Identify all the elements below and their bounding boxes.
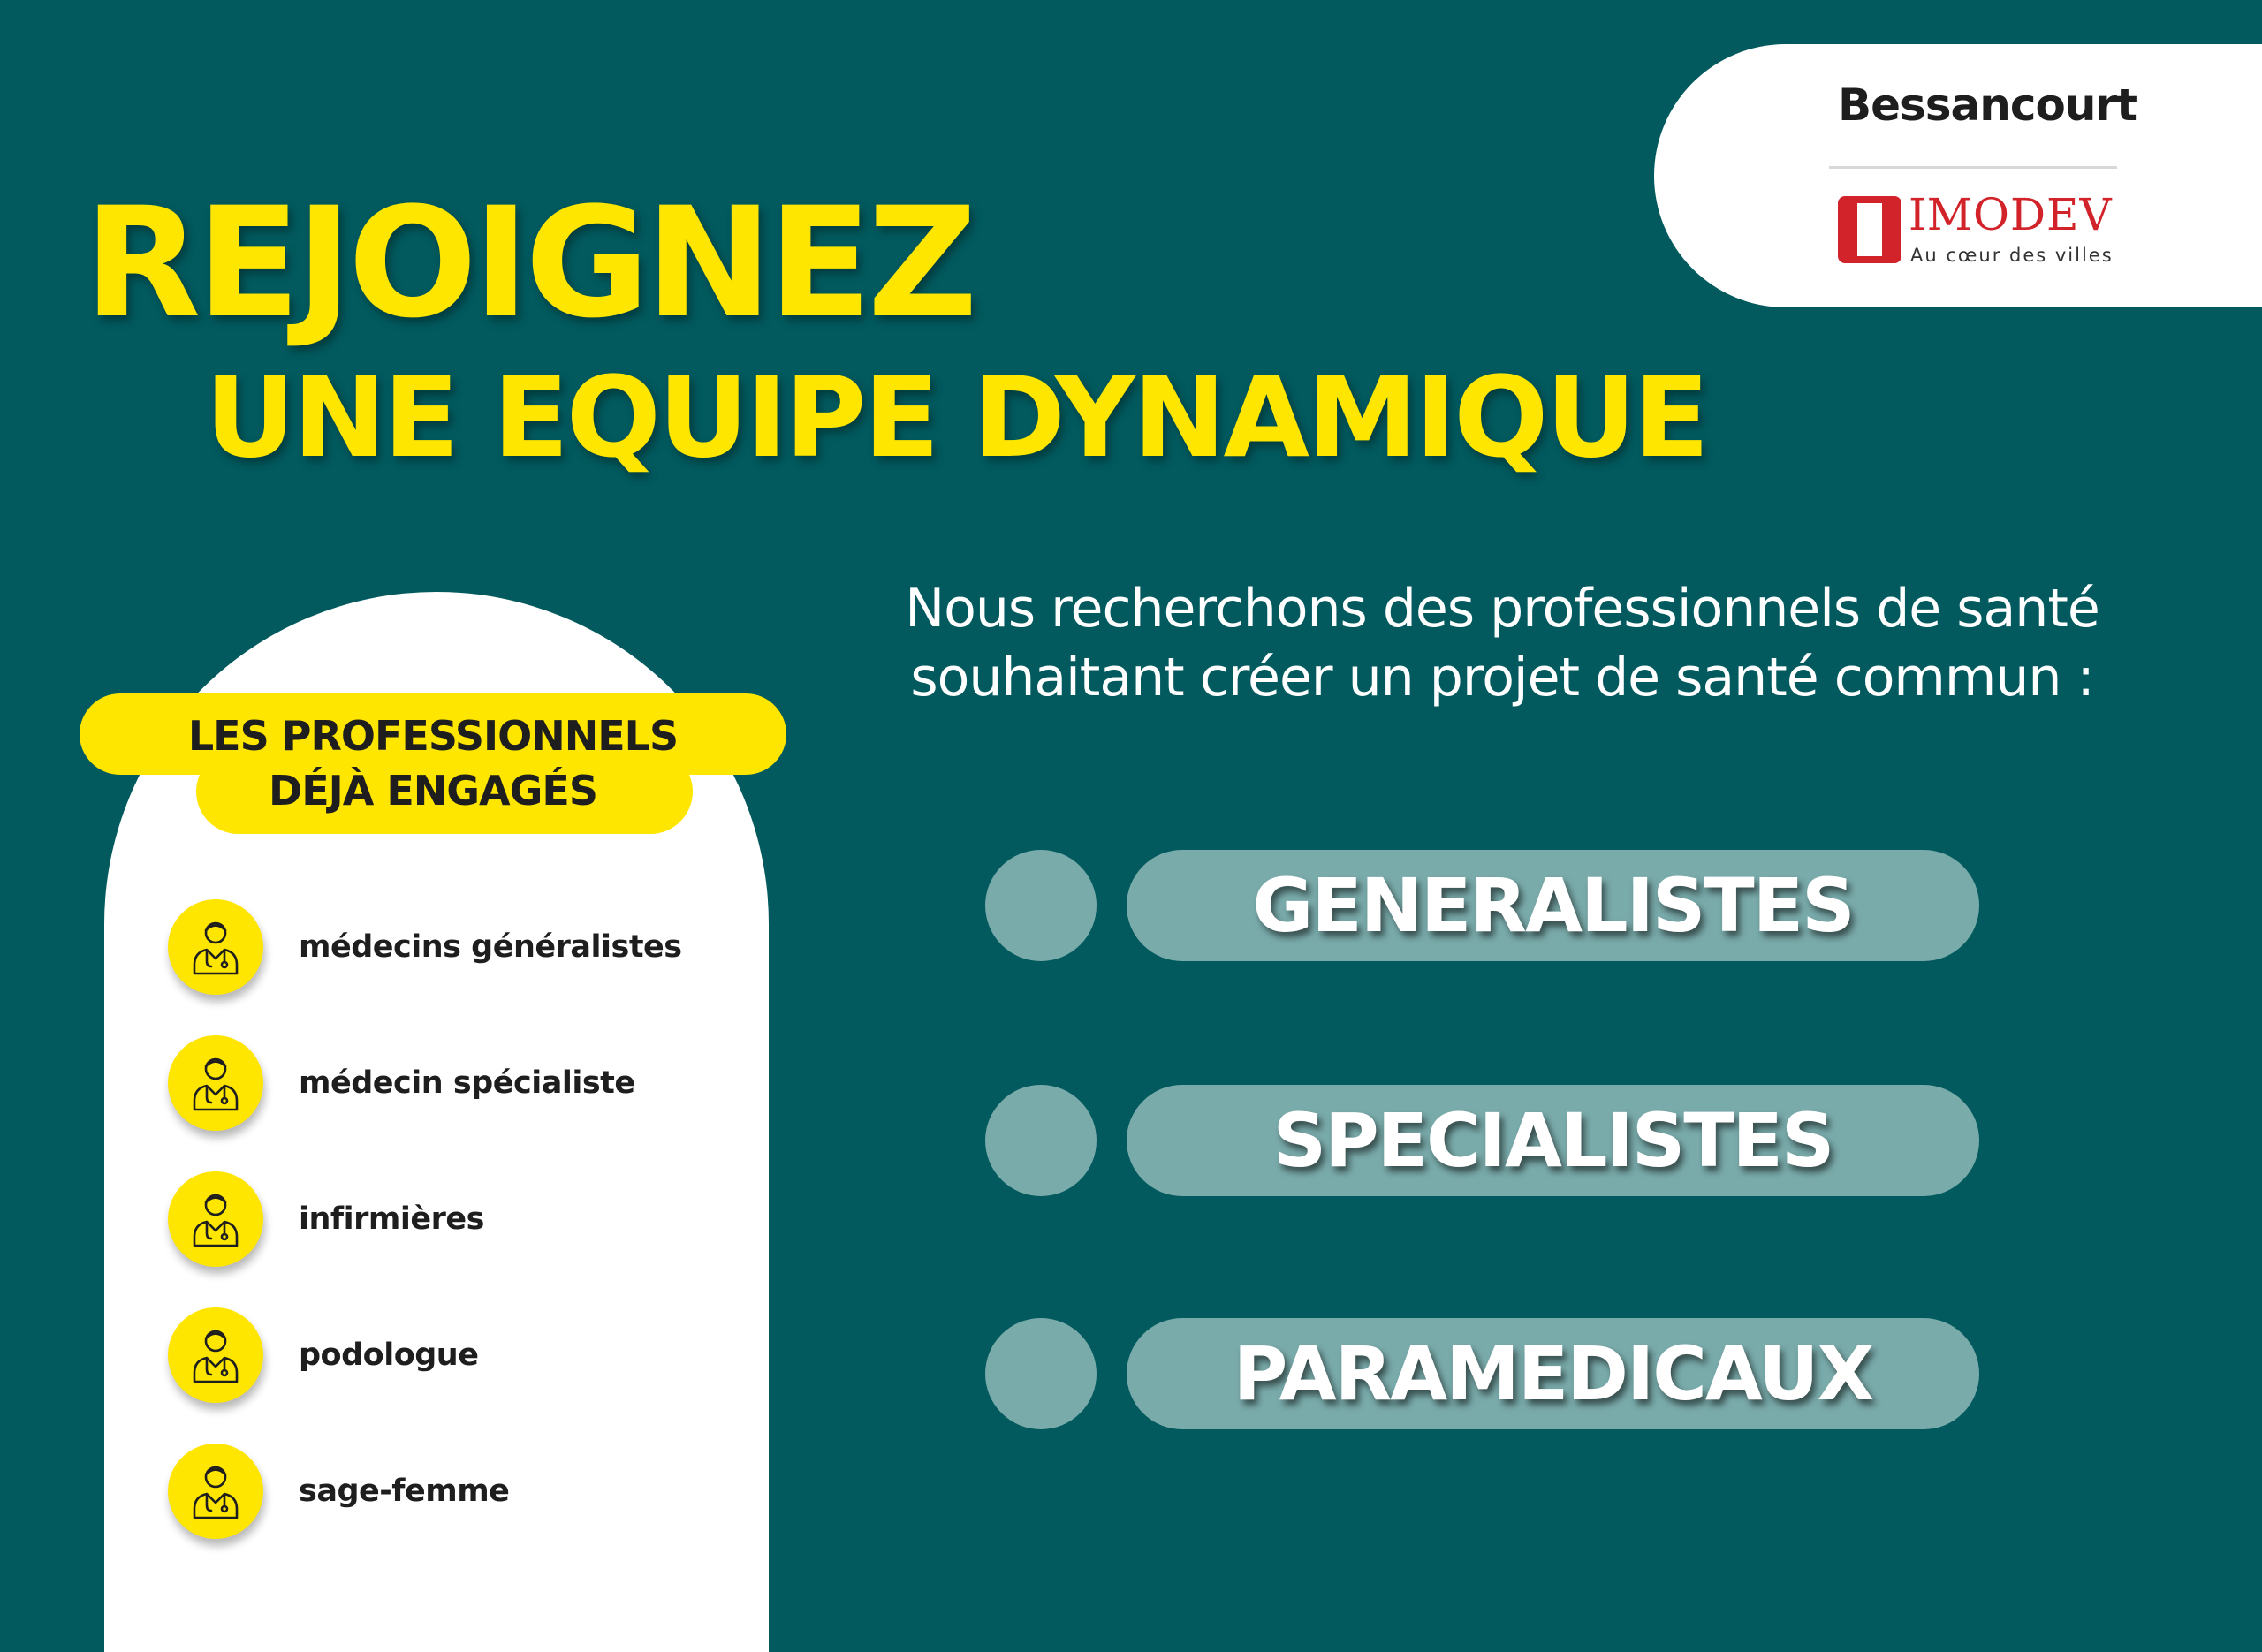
imodev-logo-tagline: Au cœur des villes	[1910, 245, 2114, 266]
doctor-icon	[168, 1444, 263, 1539]
engaged-title	[80, 709, 786, 818]
profession-label: SPECIALISTES	[1272, 1097, 1833, 1184]
engaged-title-line-1: LES PROFESSIONNELS	[187, 712, 679, 760]
engaged-title-line-2: DÉJÀ ENGAGÉS	[269, 767, 597, 815]
bullet-dot	[985, 1085, 1097, 1196]
headline-line-1: REJOIGNEZ	[84, 174, 974, 352]
intro-line-1: Nous recherchons des professionnels de santé	[905, 578, 2099, 640]
profession-specialistes	[985, 1085, 1984, 1196]
profession-generalistes	[985, 850, 1984, 961]
engaged-list-item-label: médecins généralistes	[299, 929, 682, 965]
engaged-list-item-label: sage-femme	[299, 1474, 510, 1509]
bessancourt-logo: Bessancourt	[1838, 80, 2137, 131]
profession-label: PARAMEDICAUX	[1233, 1330, 1873, 1417]
doctor-icon	[168, 1035, 263, 1131]
engaged-list-item	[168, 1171, 733, 1270]
doctor-icon	[168, 1171, 263, 1267]
headline-line-2: UNE EQUIPE DYNAMIQUE	[205, 352, 1707, 482]
intro-line-2: souhaitant créer un projet de santé commun :	[910, 647, 2094, 709]
engaged-list-item-label: médecin spécialiste	[299, 1065, 635, 1101]
bullet-dot	[985, 850, 1097, 961]
engaged-list-item	[168, 1444, 733, 1542]
imodev-logo-name: IMODEV	[1909, 189, 2113, 240]
engaged-list-item	[168, 1307, 733, 1406]
intro-text	[892, 574, 2112, 712]
engaged-list-item-label: podologue	[299, 1338, 479, 1373]
profession-paramedicaux	[985, 1318, 1984, 1429]
imodev-logo-icon	[1838, 196, 1901, 263]
bullet-dot	[985, 1318, 1097, 1429]
profession-label: GENERALISTES	[1252, 862, 1854, 949]
engaged-list-item	[168, 899, 733, 998]
doctor-icon	[168, 1307, 263, 1403]
engaged-list-item-label: infirmières	[299, 1201, 484, 1237]
doctor-icon	[168, 899, 263, 995]
logo-divider	[1829, 166, 2117, 169]
engaged-list-item	[168, 1035, 733, 1134]
